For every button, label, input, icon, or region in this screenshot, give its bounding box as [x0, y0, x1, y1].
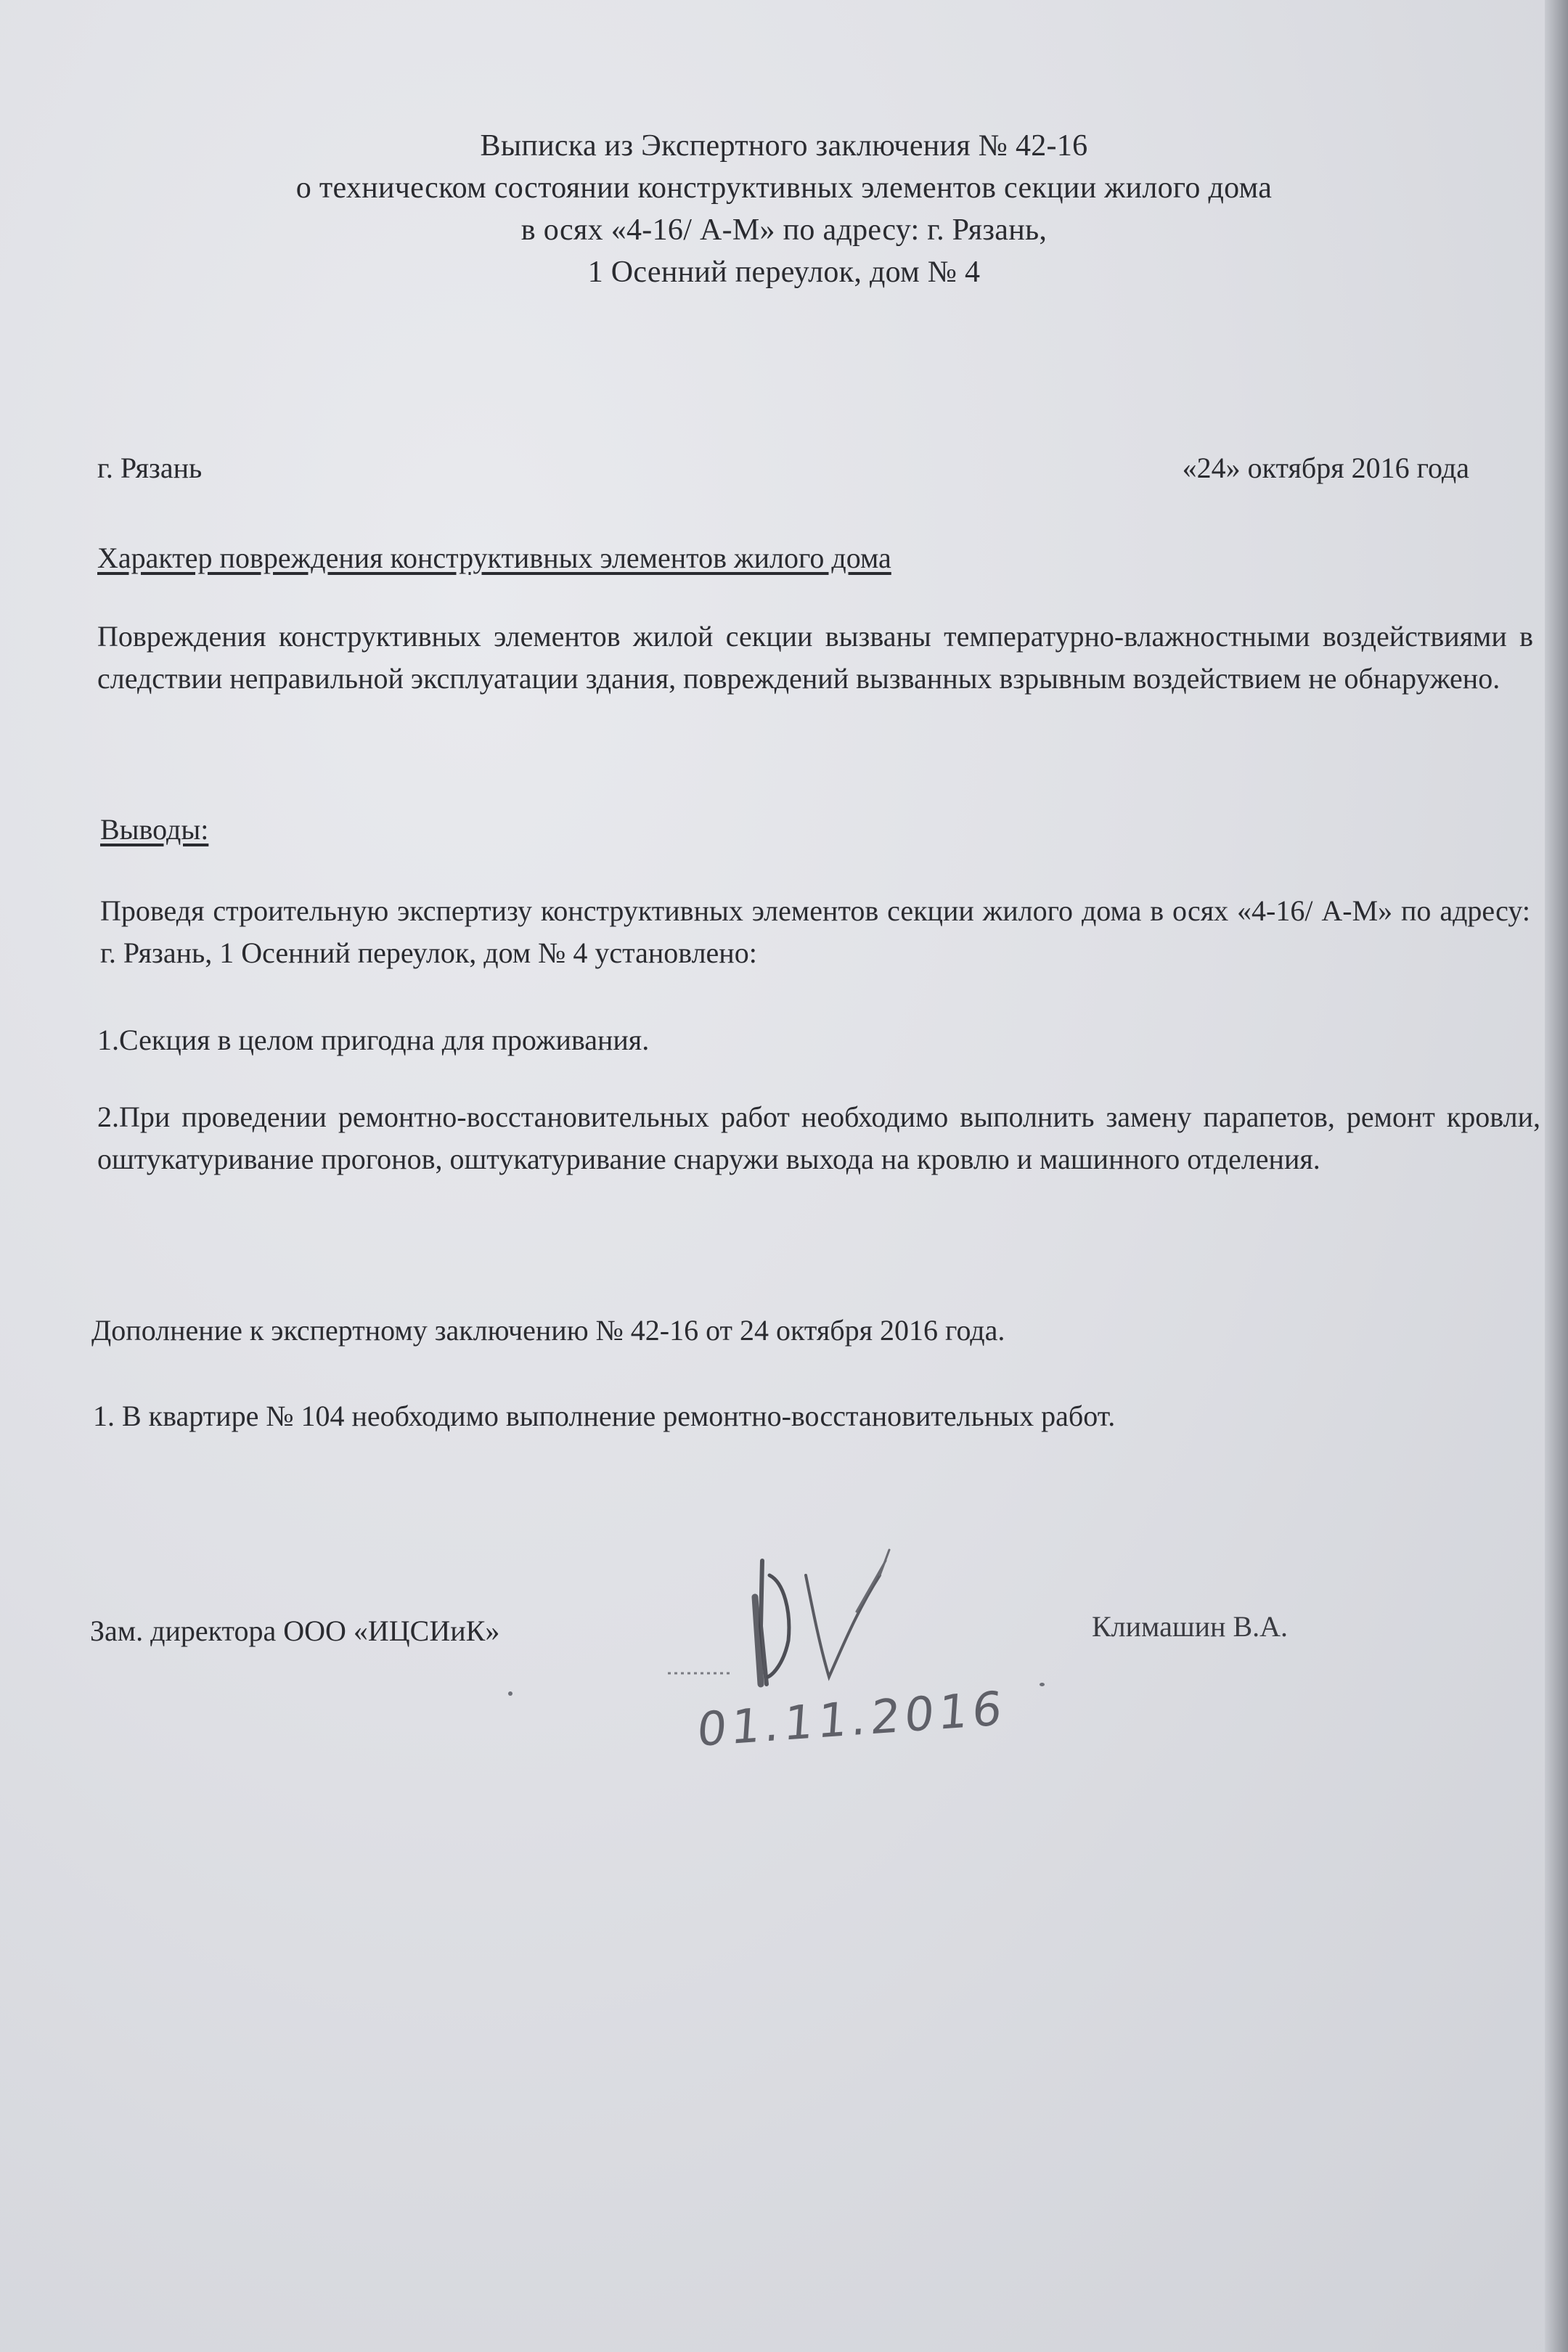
document-title [0, 125, 1568, 293]
conclusion-item-2: 2.При проведении ремонтно-восстановительных работ необходимо выполнить замену парапетов, ремонт кровли, оштукатуривание прогонов, оштукатуривание снаружи выхода на кровлю и машинного отделения. [97, 1101, 1540, 1175]
conclusions-intro: Проведя строительную экспертизу конструктивных элементов секции жилого дома в осях «4-16/ А-М» по адресу: г. Рязань, 1 Осенний переулок, дом № 4 установлено: [100, 894, 1530, 969]
title-line-2: о техническом состоянии конструктивных элементов секции жилого дома [295, 171, 1273, 205]
damage-section-text: Повреждения конструктивных элементов жилой секции вызваны температурно-влажностными воздействиями в следствии неправильной эксплуатации здания, повреждений вызванных взрывным воздействием не обнаружено. [97, 620, 1533, 695]
title-line-3: в осях «4-16/ А-М» по адресу: г. Рязань, [520, 213, 1048, 247]
addendum-heading: Дополнение к экспертному заключению № 42-16 от 24 октября 2016 года. [91, 1314, 1005, 1347]
conclusions-heading: Выводы: [100, 813, 209, 846]
handwritten-date: 01.11.2016 [695, 1681, 1008, 1758]
damage-section-heading: Характер повреждения конструктивных элементов жилого дома [97, 542, 891, 574]
title-line-1: Выписка из Экспертного заключения № 42-16 [480, 129, 1088, 163]
handwritten-signature [639, 1532, 944, 1713]
document-city: г. Рязань [97, 452, 203, 484]
title-line-4: 1 Осенний переулок, дом № 4 [587, 256, 981, 289]
ink-speck [1040, 1683, 1045, 1686]
page-edge-shadow [1545, 0, 1568, 2352]
conclusion-item-1: 1.Секция в целом пригодна для проживания. [97, 1024, 650, 1056]
signatory-name: Климашин В.А. [1092, 1610, 1289, 1643]
document-date: «24» октября 2016 года [1182, 452, 1469, 484]
addendum-item-1: 1. В квартире № 104 необходимо выполнение ремонтно-восстановительных работ. [93, 1400, 1116, 1432]
ink-speck [508, 1691, 513, 1696]
signatory-position: Зам. директора ООО «ИЦСИиК» [90, 1614, 500, 1647]
